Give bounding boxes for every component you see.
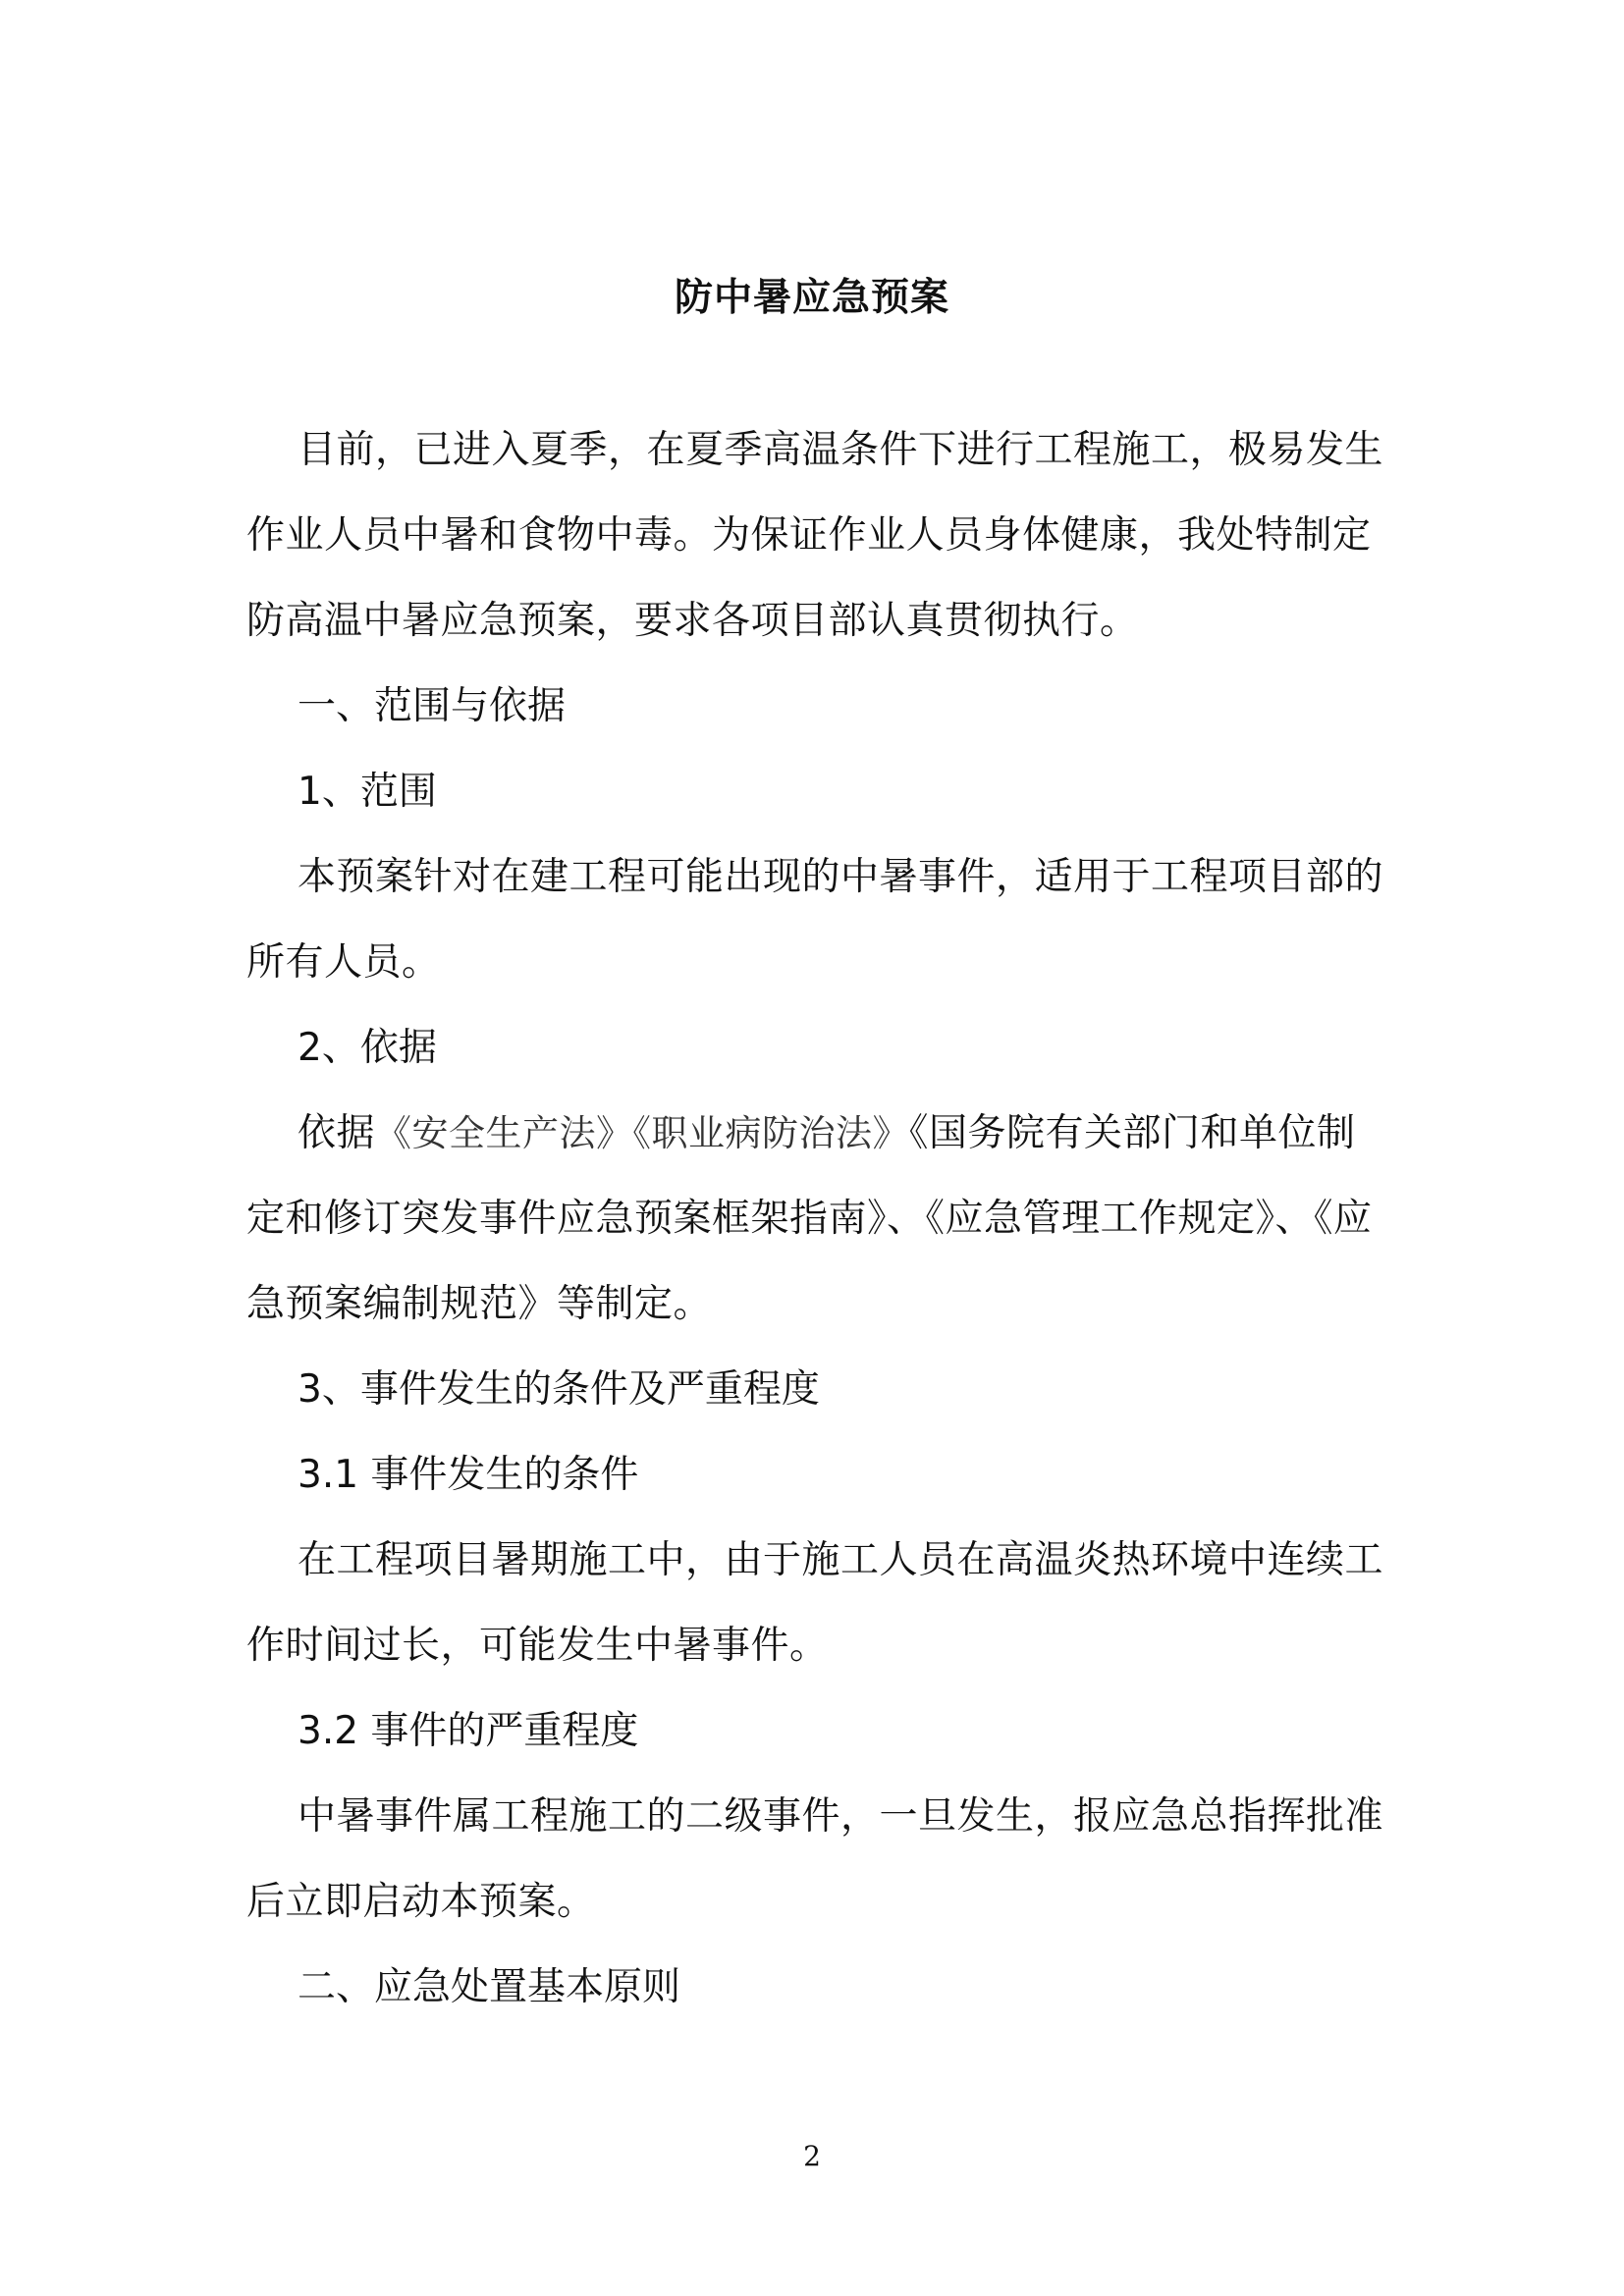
subsection-3-1-paragraph: 在工程项目暑期施工中，由于施工人员在高温炎热环境中连续工作时间过长，可能发生中暑事件。 (246, 1538, 1384, 1668)
basis-paragraph (246, 1091, 1385, 1347)
basis-prefix: 依据 (298, 1111, 376, 1155)
subsection-3-2-heading: 3.2 事件的严重程度 (298, 1709, 639, 1753)
scope-heading: 1、范围 (298, 770, 437, 814)
basis-rest: 《国务院有关部门和单位制定和修订突发事件应急预案框架指南》、《应急管理工作规定》、《应急预案编制规范》等制定。 (246, 1111, 1373, 1326)
section-2-heading: 二、应急处置基本原则 (298, 1965, 681, 2009)
page-number: 2 (803, 2140, 821, 2172)
document-body (246, 407, 1385, 2030)
section-1-heading: 一、范围与依据 (298, 684, 567, 728)
basis-laws: 《安全生产法》《职业病防治法》 (375, 1112, 910, 1154)
page-title: 防中暑应急预案 (674, 276, 949, 320)
subsection-3-2-paragraph: 中暑事件属工程施工的二级事件，一旦发生，报应急总指挥批准后立即启动本预案。 (246, 1794, 1384, 1924)
basis-heading: 2、依据 (298, 1026, 437, 1070)
scope-paragraph: 本预案针对在建工程可能出现的中暑事件，适用于工程项目部的所有人员。 (246, 855, 1384, 985)
conditions-heading: 3、事件发生的条件及严重程度 (298, 1367, 820, 1412)
intro-paragraph: 目前，已进入夏季，在夏季高温条件下进行工程施工，极易发生作业人员中暑和食物中毒。为保证作业人员身体健康，我处特制定防高温中暑应急预案，要求各项目部认真贯彻执行。 (246, 428, 1384, 643)
subsection-3-1-heading: 3.1 事件发生的条件 (298, 1453, 639, 1497)
